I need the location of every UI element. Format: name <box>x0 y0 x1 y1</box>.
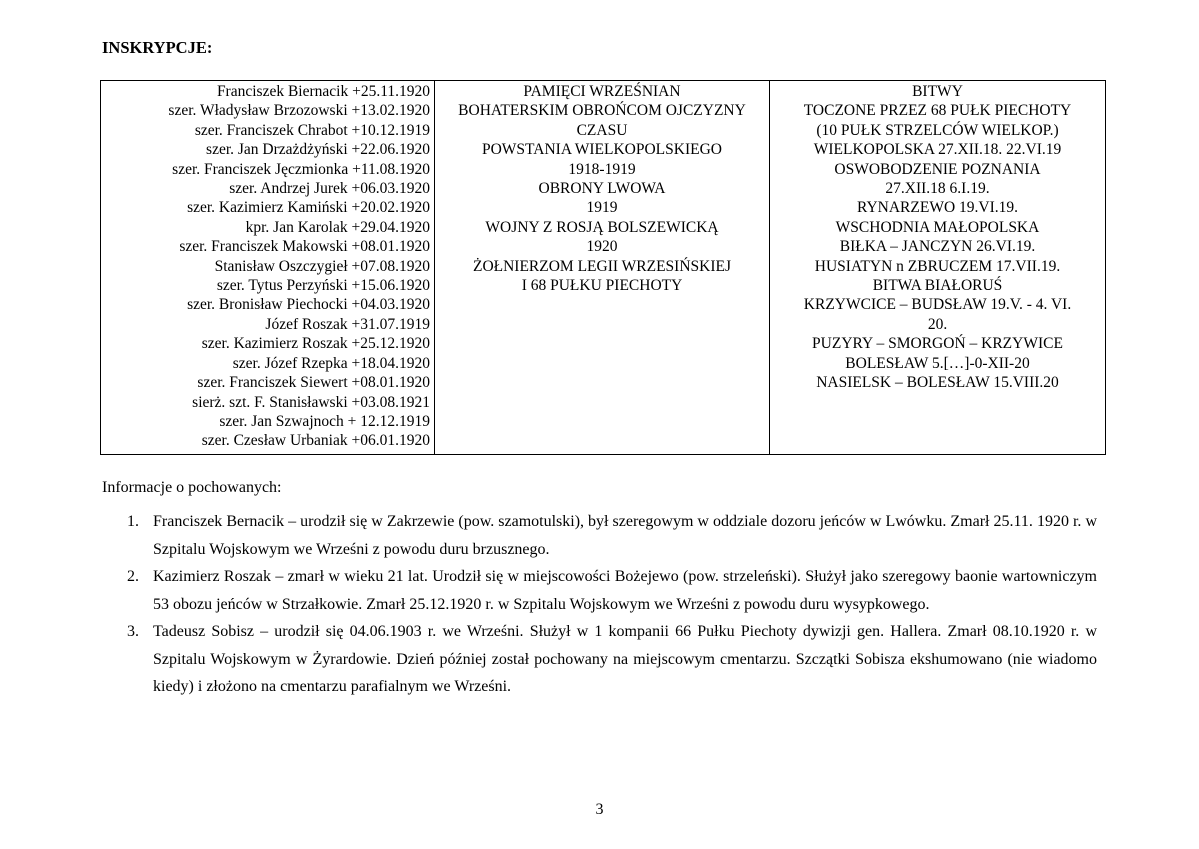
dedication-line: 1918-1919 <box>568 160 636 178</box>
inscription-name-line: sierż. szt. F. Stanisławski +03.08.1921 <box>192 393 430 411</box>
inscription-name-line: Józef Roszak +31.07.1919 <box>265 315 430 333</box>
inscription-name-line: szer. Jan Drzażdżyński +22.06.1920 <box>206 141 430 159</box>
inscription-name-line: szer. Andrzej Jurek +06.03.1920 <box>229 180 430 198</box>
battle-line: KRZYWCICE – BUDSŁAW 19.V. - 4. VI. 20. <box>803 296 1072 333</box>
list-item-number: 2. <box>127 568 139 585</box>
dedication-column <box>435 81 770 455</box>
list-item-text: Kazimierz Roszak – zmarł w wieku 21 lat. Urodził się w miejscowości Bożejewo (pow. strzeleński). Służył jako szeregowy baonie wartowniczym 53 obozu jeńców w Strzałkowie. Zmarł 25.12.1920 r. w Szpitalu Wojskowym we Wrześni z powodu duru wysypkowego. <box>153 568 1097 613</box>
dedication-line: WOJNY Z ROSJĄ BOLSZEWICKĄ <box>485 218 719 236</box>
dedication-line: PAMIĘCI WRZEŚNIAN <box>523 83 681 100</box>
inscription-name-line: szer. Kazimierz Roszak +25.12.1920 <box>201 335 430 353</box>
list-item-text: Franciszek Bernacik – urodził się w Zakrzewie (pow. szamotulski), był szeregowym w oddziale dozoru jeńców w Lwówku. Zmarł 25.11. 1920 r. w Szpitalu Wojskowym we Wrześni z powodu duru brzusznego. <box>153 513 1097 558</box>
burial-info-list <box>0 508 1199 701</box>
battle-line: RYNARZEWO 19.VI.19. <box>856 199 1019 217</box>
list-item-number: 1. <box>127 513 139 530</box>
battle-line: WIELKOPOLSKA 27.XII.18. 22.VI.19 <box>813 141 1062 159</box>
dedication-line: 1920 <box>586 238 618 256</box>
battle-line: OSWOBODZENIE POZNANIA <box>834 160 1041 178</box>
battle-line: PUZYRY – SMORGOŃ – KRZYWICE <box>812 335 1063 353</box>
battle-line: 27.XII.18 6.I.19. <box>885 180 990 198</box>
inscription-name-line: szer. Franciszek Siewert +08.01.1920 <box>197 374 430 392</box>
inscription-name-line: szer. Franciszek Makowski +08.01.1920 <box>179 238 430 256</box>
inscription-name-line: szer. Kazimierz Kamiński +20.02.1920 <box>187 199 430 217</box>
inscription-name-line: szer. Władysław Brzozowski +13.02.1920 <box>168 102 430 120</box>
inscription-name-line: szer. Jan Szwajnoch + 12.12.1919 <box>219 412 430 430</box>
inscription-name-line: szer. Czesław Urbaniak +06.01.1920 <box>201 432 430 450</box>
dedication-line: ŻOŁNIERZOM LEGII WRZESIŃSKIEJ <box>472 257 731 275</box>
names-column <box>101 81 435 455</box>
battle-line: NASIELSK – BOLESŁAW 15.VIII.20 <box>816 374 1059 392</box>
battle-line: TOCZONE PRZEZ 68 PUŁK PIECHOTY <box>803 102 1072 120</box>
inscription-name-line: szer. Józef Rzepka +18.04.1920 <box>232 354 430 372</box>
inscriptions-table <box>100 80 1106 455</box>
inscription-name-line: Franciszek Biernacik +25.11.1920 <box>216 83 430 100</box>
info-heading: Informacje o pochowanych: <box>102 479 282 496</box>
battle-line: (10 PUŁK STRZELCÓW WIELKOP.) <box>816 121 1059 139</box>
list-item-number: 3. <box>127 623 139 640</box>
dedication-line: CZASU <box>576 121 628 139</box>
battle-line: BOLESŁAW 5.[…]-0-XII-20 <box>845 354 1030 372</box>
list-item <box>0 508 1199 563</box>
inscription-name-line: szer. Franciszek Jęczmionka +11.08.1920 <box>172 160 430 178</box>
list-item <box>0 563 1199 618</box>
inscription-name-line: Stanisław Oszczygieł +07.08.1920 <box>214 257 430 275</box>
battle-line: BIŁKA – JANCZYN 26.VI.19. <box>839 238 1036 256</box>
page-number: 3 <box>595 801 604 818</box>
dedication-line: POWSTANIA WIELKOPOLSKIEGO <box>481 141 722 159</box>
document-heading: INSKRYPCJE: <box>102 38 213 57</box>
battles-column <box>770 81 1106 455</box>
dedication-line: 1919 <box>586 199 618 217</box>
inscriptions-row <box>101 81 1106 455</box>
inscription-name-line: szer. Bronisław Piechocki +04.03.1920 <box>187 296 430 314</box>
dedication-line: BOHATERSKIM OBROŃCOM OJCZYZNY <box>458 102 746 120</box>
list-item <box>0 618 1199 701</box>
dedication-line: I 68 PUŁKU PIECHOTY <box>521 277 683 295</box>
battle-line: BITWA BIAŁORUŚ <box>872 277 1003 295</box>
dedication-line: OBRONY LWOWA <box>538 180 666 198</box>
inscription-name-line: szer. Franciszek Chrabot +10.12.1919 <box>194 121 430 139</box>
battle-line: WSCHODNIA MAŁOPOLSKA <box>835 218 1040 236</box>
battle-line: HUSIATYN n ZBRUCZEM 17.VII.19. <box>814 257 1061 275</box>
inscription-name-line: szer. Tytus Perzyński +15.06.1920 <box>216 277 430 295</box>
list-item-text: Tadeusz Sobisz – urodził się 04.06.1903 r. we Wrześni. Służył w 1 kompanii 66 Pułku Piechoty dywizji gen. Hallera. Zmarł 08.10.1920 r. w Szpitalu Wojskowym w Żyrardowie. Dzień później został pochowany na miejscowym cmentarzu. Szczątki Sobisza ekshumowano (nie wiadomo kiedy) i złożono na cmentarzu parafialnym we Wrześni. <box>153 623 1097 695</box>
battle-line: BITWY <box>912 83 963 100</box>
inscription-name-line: kpr. Jan Karolak +29.04.1920 <box>245 218 430 236</box>
